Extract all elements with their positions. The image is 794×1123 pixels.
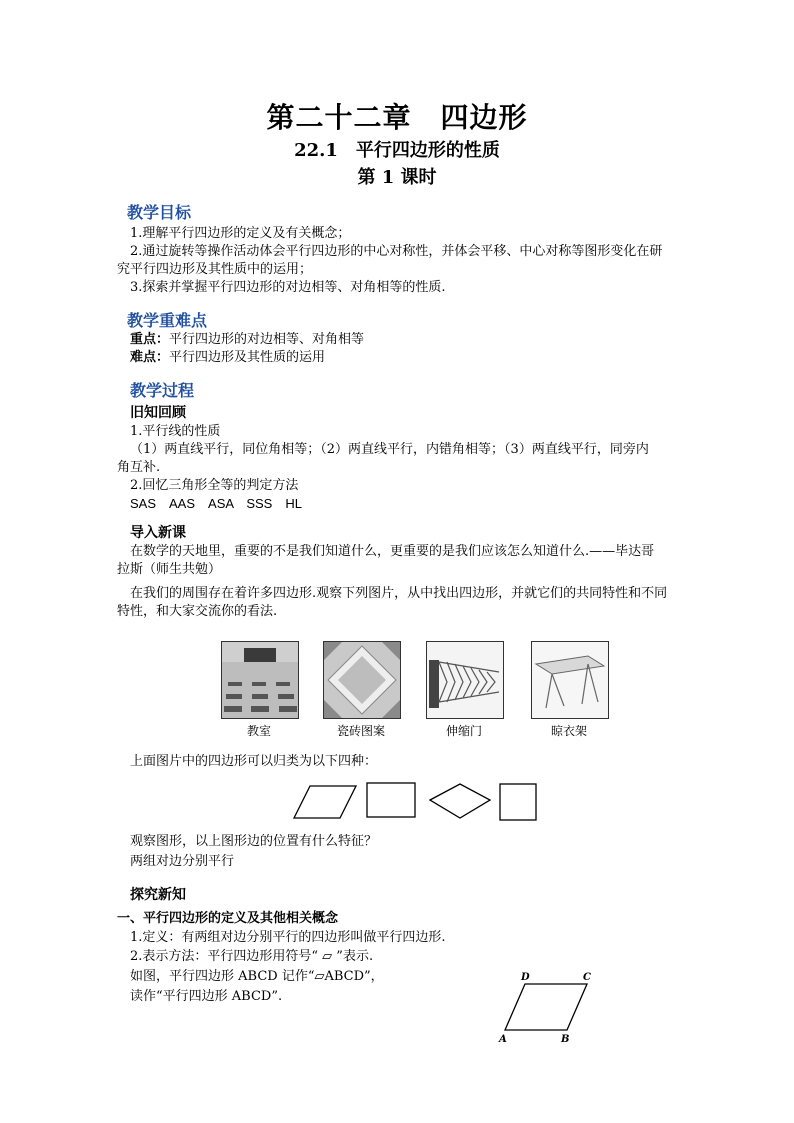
photo-caption: 晾衣架 (550, 724, 587, 738)
rectangle-shape (367, 783, 415, 817)
chapter-title: 第二十二章 四边形 (266, 101, 528, 134)
intro-line: 特性，和大家交流你的看法. (117, 604, 278, 619)
clothes-rack-photo (531, 641, 609, 719)
photo-caption: 伸缩门 (445, 724, 482, 738)
key-point (130, 331, 364, 349)
intro-line: 拉斯（师生共勉） (117, 562, 222, 577)
difficult-label: 难点： (130, 350, 170, 365)
rhombus-shape (430, 784, 490, 818)
classroom-photo (221, 641, 299, 719)
objective-item: 1.理解平行四边形的定义及有关概念； (130, 226, 351, 241)
review-line: （1）两直线平行，同位角相等；（2）两直线平行，内错角相等；（3）两直线平行，同旁内 (130, 442, 649, 457)
vertex-label-c: C (583, 972, 591, 983)
explore-heading: 探究新知 (130, 887, 186, 903)
congruence-methods: SAS AAS ASA SSS HL (130, 496, 302, 511)
intro-heading: 导入新课 (130, 525, 186, 541)
vertex-label-b: B (561, 1034, 570, 1045)
parallelogram-abcd-figure (495, 968, 605, 1048)
key-text: 平行四边形的对边相等、对角相等 (169, 332, 365, 347)
vertex-label-a: A (499, 1034, 507, 1045)
keypoints-heading: 教学重难点 (127, 311, 208, 330)
notation-line: 2.表示方法：平行四边形用符号“ ▱ ”表示. (130, 949, 374, 964)
section-title: 22.1 平行四边形的性质 (294, 140, 500, 161)
classify-text: 上面图片中的四边形可以归类为以下四种： (130, 754, 378, 769)
tile-pattern-photo (323, 641, 401, 719)
lesson-title: 第 1 课时 (357, 167, 437, 188)
difficult-text: 平行四边形及其性质的运用 (169, 350, 326, 365)
explore-subheading: 一、平行四边形的定义及其他相关概念 (117, 911, 339, 926)
answer-text: 两组对边分别平行 (130, 854, 235, 869)
intro-line: 在数学的天地里，重要的不是我们知道什么，更重要的是我们应该怎么知道什么.——毕达哥 (130, 544, 655, 559)
folding-gate-photo (426, 641, 504, 719)
vertex-label-d: D (521, 972, 530, 983)
objective-item: 2.通过旋转等操作活动体会平行四边形的中心对称性，并体会平移、中心对称等图形变化在研 (130, 244, 663, 259)
question-text: 观察图形，以上图形边的位置有什么特征？ (130, 834, 378, 849)
review-heading: 旧知回顾 (130, 405, 186, 421)
square-shape (500, 784, 536, 820)
definition-line: 1.定义：有两组对边分别平行的四边形叫做平行四边形. (130, 930, 446, 945)
intro-line: 在我们的周围存在着许多四边形.观察下列图片，从中找出四边形，并就它们的共同特性和不同 (130, 586, 668, 601)
objectives-heading: 教学目标 (127, 203, 192, 222)
objective-item: 究平行四边形及其性质中的运用； (117, 262, 313, 277)
photo-caption: 瓷砖图案 (336, 724, 385, 738)
review-line: 角互补. (117, 460, 161, 475)
parallelogram-shape (294, 786, 356, 818)
objective-item: 3.探索并掌握平行四边形的对边相等、对角相等的性质. (130, 280, 446, 295)
review-line: 2.回忆三角形全等的判定方法 (130, 478, 299, 493)
difficult-point (130, 349, 325, 367)
key-label: 重点： (130, 332, 170, 347)
quadrilateral-types-figure (290, 780, 550, 824)
reading-line: 读作“平行四边形 ABCD”. (130, 989, 283, 1004)
process-heading: 教学过程 (130, 381, 195, 400)
photo-caption: 教室 (246, 724, 271, 738)
notation-example: 如图，平行四边形 ABCD 记作“▱ABCD”， (130, 969, 384, 984)
review-line: 1.平行线的性质 (130, 424, 221, 439)
